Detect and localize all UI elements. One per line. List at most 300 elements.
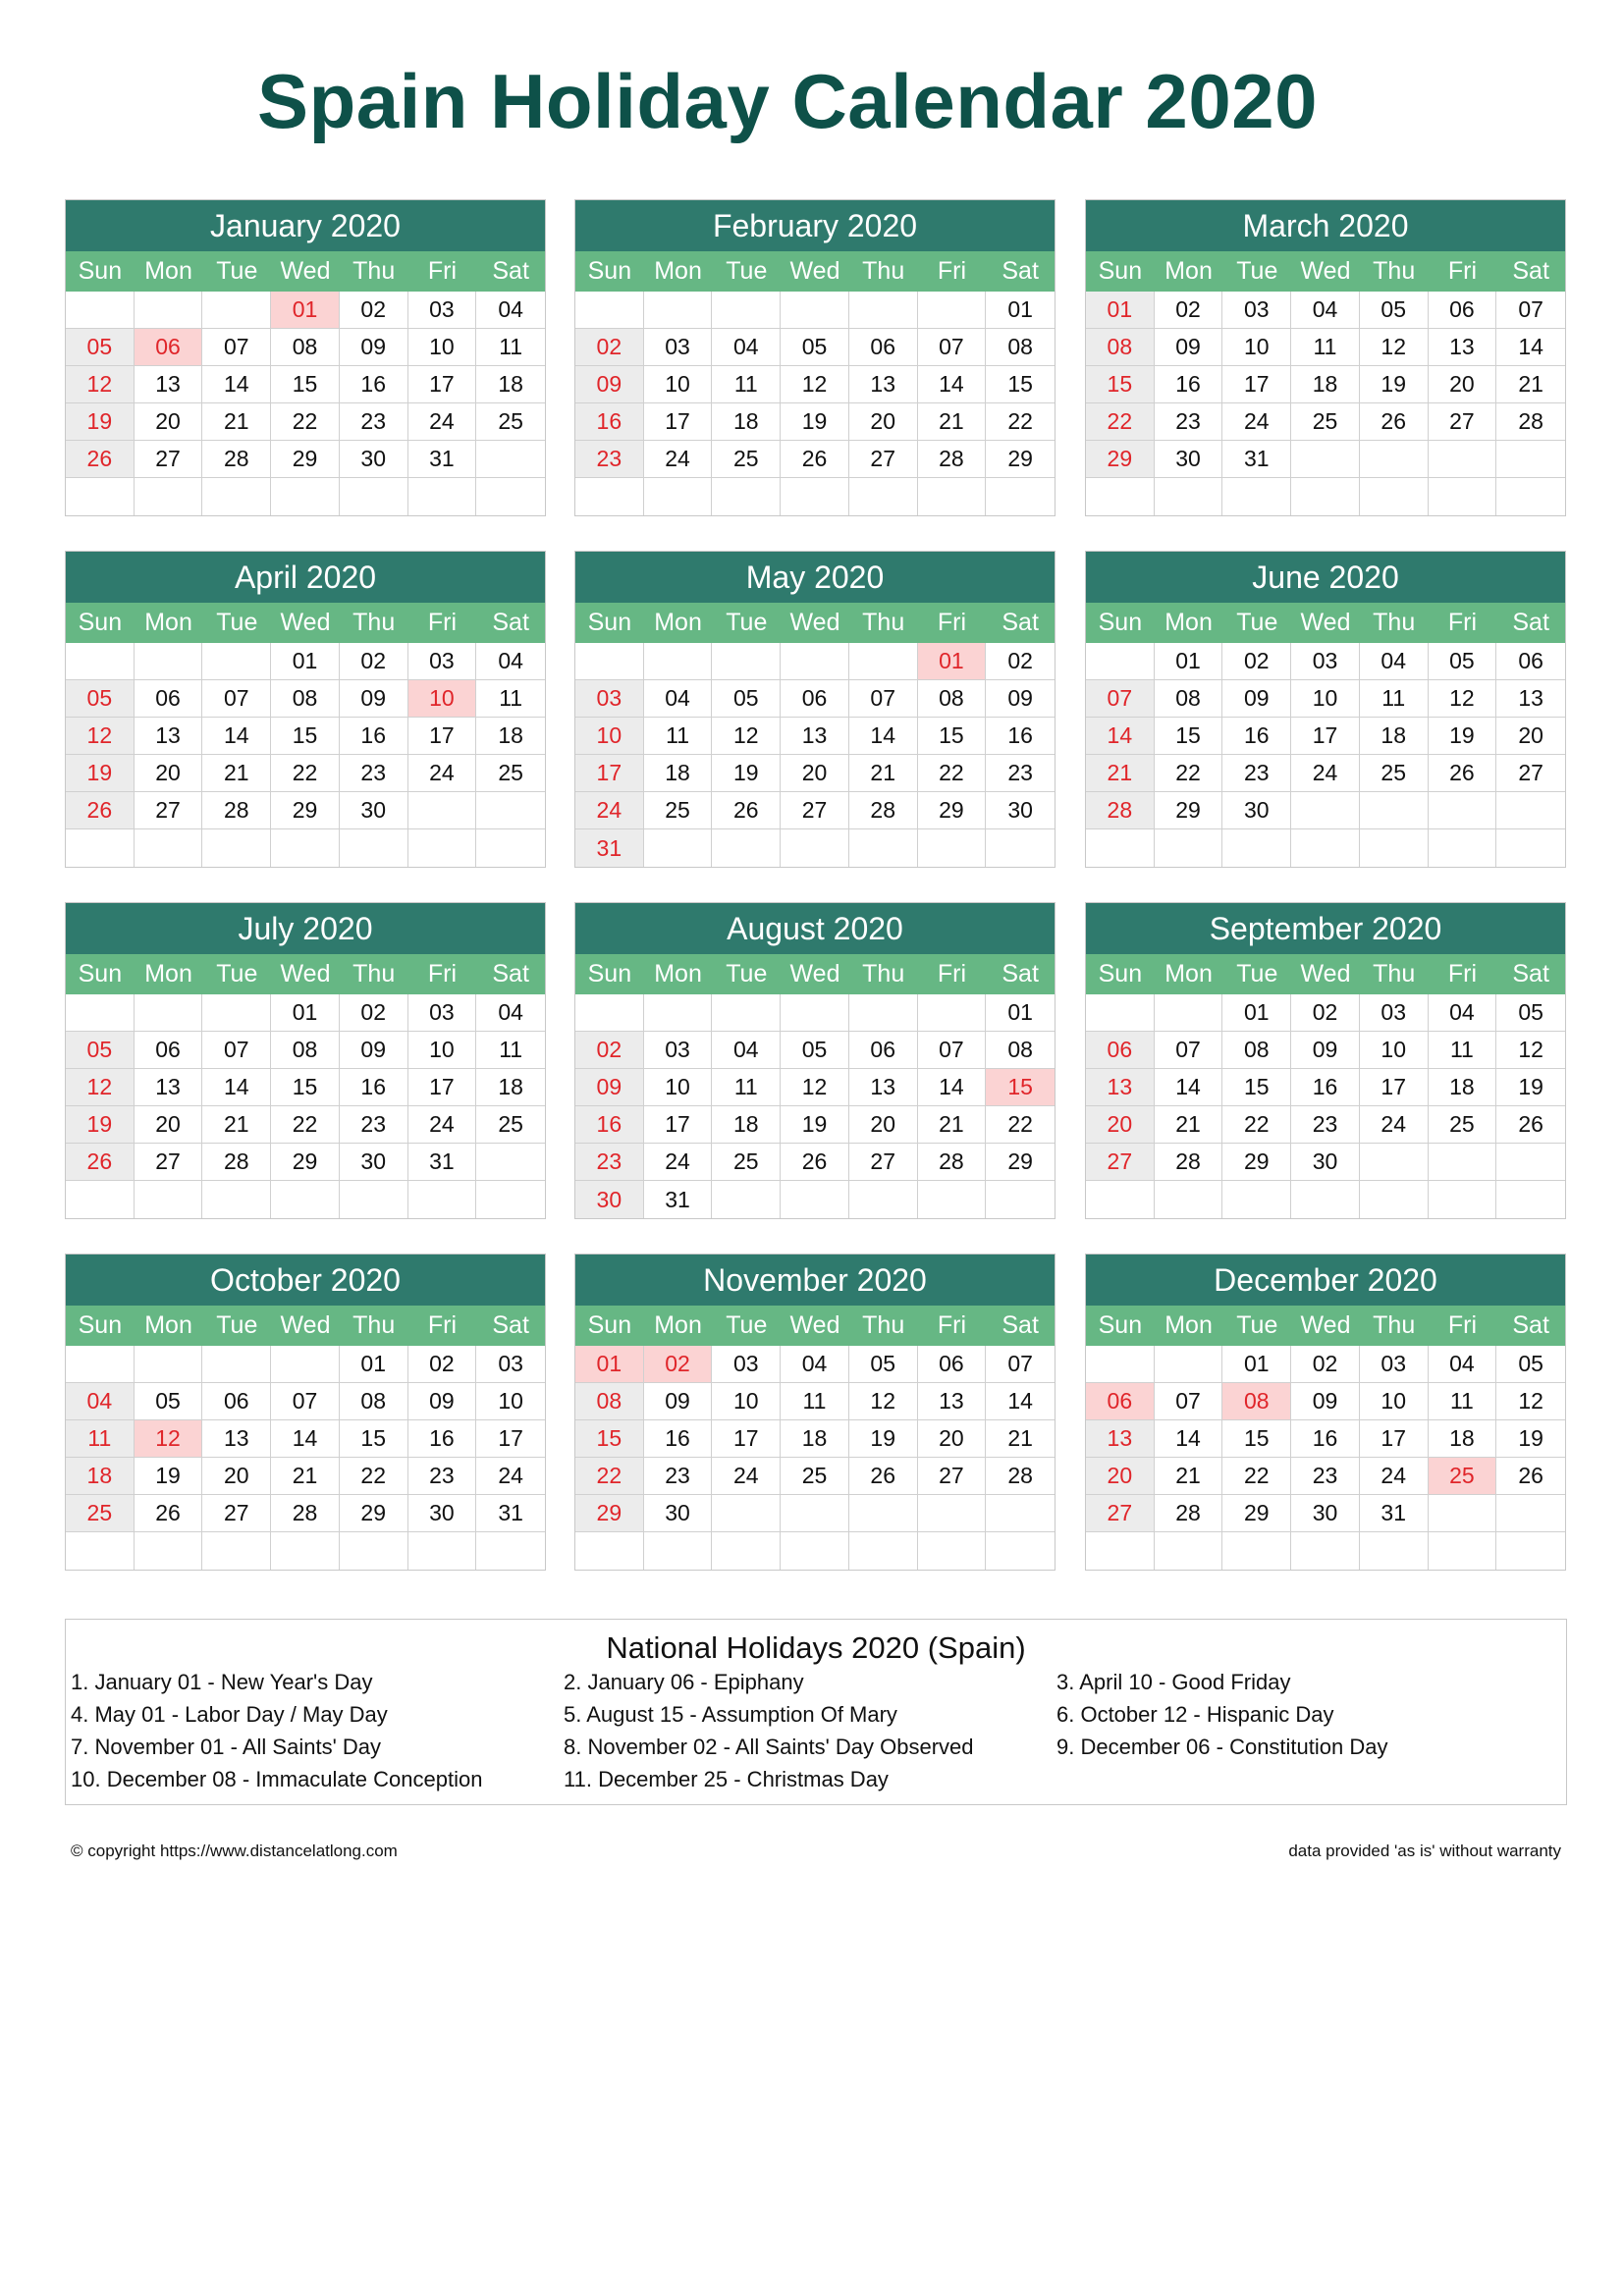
empty-day-cell — [712, 478, 781, 515]
empty-day-cell — [1222, 478, 1291, 515]
empty-day-cell — [1360, 478, 1429, 515]
empty-day-cell — [202, 478, 271, 515]
day-cell: 14 — [849, 718, 918, 755]
weekday-label: Fri — [937, 1311, 966, 1339]
day-cell: 23 — [1291, 1458, 1360, 1495]
day-cell: 23 — [575, 441, 644, 478]
empty-day-cell — [271, 1346, 340, 1383]
day-cell: 08 — [1222, 1383, 1291, 1420]
weekday-label: Fri — [937, 609, 966, 636]
day-cell: 14 — [1086, 718, 1155, 755]
day-cell: 04 — [781, 1346, 849, 1383]
day-cell: 30 — [1222, 792, 1291, 829]
day-cell: 22 — [1222, 1458, 1291, 1495]
day-cell: 25 — [781, 1458, 849, 1495]
empty-day-cell — [135, 292, 203, 329]
empty-day-cell — [918, 478, 987, 515]
weekday-label: Mon — [144, 257, 192, 285]
empty-day-cell — [1086, 643, 1155, 680]
empty-day-cell — [712, 292, 781, 329]
day-cell: 16 — [986, 718, 1055, 755]
weekday-label: Tue — [1236, 1311, 1278, 1339]
empty-day-cell — [644, 994, 713, 1032]
holiday-item: 7. November 01 - All Saints' Day — [71, 1735, 382, 1759]
month-title: November 2020 — [575, 1255, 1055, 1306]
day-cell: 17 — [1291, 718, 1360, 755]
day-cell: 04 — [644, 680, 713, 718]
empty-day-cell — [918, 1181, 987, 1218]
day-cell: 23 — [1222, 755, 1291, 792]
empty-day-cell — [986, 1532, 1055, 1570]
day-cell: 16 — [340, 366, 408, 403]
day-cell: 18 — [66, 1458, 135, 1495]
day-cell: 27 — [1496, 755, 1565, 792]
day-cell: 09 — [575, 366, 644, 403]
empty-day-cell — [918, 829, 987, 867]
day-cell: 16 — [340, 1069, 408, 1106]
day-cell: 13 — [1086, 1420, 1155, 1458]
weekday-label: Sat — [1512, 609, 1549, 636]
empty-day-cell — [135, 994, 203, 1032]
day-cell: 26 — [66, 792, 135, 829]
weekday-label: Sat — [1512, 1311, 1549, 1339]
day-cell: 23 — [1155, 403, 1223, 441]
day-cell: 20 — [1086, 1458, 1155, 1495]
empty-day-cell — [575, 1532, 644, 1570]
day-cell: 30 — [986, 792, 1055, 829]
day-cell: 21 — [849, 755, 918, 792]
day-cell: 01 — [1222, 994, 1291, 1032]
weekday-label: Sat — [1001, 609, 1039, 636]
weekday-label: Sun — [587, 1311, 632, 1339]
day-cell: 11 — [1360, 680, 1429, 718]
day-cell: 12 — [66, 718, 135, 755]
day-cell: 19 — [66, 755, 135, 792]
day-cell: 14 — [202, 366, 271, 403]
empty-day-cell — [1429, 829, 1497, 867]
empty-day-cell — [1429, 1495, 1497, 1532]
day-cell: 29 — [1222, 1495, 1291, 1532]
day-cell: 04 — [1429, 994, 1497, 1032]
empty-day-cell — [1155, 1181, 1223, 1218]
day-cell: 07 — [1086, 680, 1155, 718]
day-cell: 31 — [476, 1495, 545, 1532]
empty-day-cell — [918, 1495, 987, 1532]
weekday-label: Mon — [144, 960, 192, 988]
day-cell: 23 — [986, 755, 1055, 792]
day-cell: 21 — [1155, 1458, 1223, 1495]
day-cell: 09 — [1291, 1383, 1360, 1420]
empty-day-cell — [340, 1181, 408, 1218]
day-cell: 31 — [1222, 441, 1291, 478]
day-cell: 21 — [1155, 1106, 1223, 1144]
day-cell: 06 — [202, 1383, 271, 1420]
empty-day-cell — [712, 994, 781, 1032]
day-cell: 21 — [202, 1106, 271, 1144]
empty-day-cell — [849, 478, 918, 515]
empty-day-cell — [1496, 829, 1565, 867]
day-cell: 02 — [1291, 994, 1360, 1032]
day-cell: 25 — [712, 1144, 781, 1181]
day-cell: 02 — [1222, 643, 1291, 680]
day-cell: 09 — [986, 680, 1055, 718]
holiday-item: 5. August 15 - Assumption Of Mary — [564, 1702, 897, 1727]
day-cell: 16 — [575, 403, 644, 441]
day-cell: 19 — [1496, 1420, 1565, 1458]
day-cell: 20 — [1429, 366, 1497, 403]
weekday-header-row — [1086, 603, 1565, 643]
day-cell: 16 — [1155, 366, 1223, 403]
day-cell: 01 — [271, 292, 340, 329]
day-cell: 18 — [1429, 1420, 1497, 1458]
empty-day-cell — [135, 478, 203, 515]
empty-day-cell — [340, 829, 408, 867]
day-cell: 06 — [1496, 643, 1565, 680]
day-cell: 15 — [271, 1069, 340, 1106]
empty-day-cell — [1291, 792, 1360, 829]
empty-day-cell — [1496, 441, 1565, 478]
day-cell: 28 — [849, 792, 918, 829]
weekday-label: Sat — [492, 960, 529, 988]
month-title: April 2020 — [66, 552, 545, 603]
day-cell: 15 — [986, 366, 1055, 403]
day-cell: 29 — [986, 441, 1055, 478]
empty-day-cell — [781, 829, 849, 867]
empty-day-cell — [712, 1532, 781, 1570]
day-cell: 14 — [202, 718, 271, 755]
day-cell: 11 — [476, 1032, 545, 1069]
month-title: August 2020 — [575, 903, 1055, 954]
empty-day-cell — [918, 1532, 987, 1570]
weekday-label: Wed — [280, 257, 331, 285]
day-cell: 30 — [340, 792, 408, 829]
holidays-panel — [65, 1619, 1567, 1805]
weekday-label: Wed — [280, 1311, 331, 1339]
day-cell: 15 — [1155, 718, 1223, 755]
day-cell: 22 — [986, 403, 1055, 441]
empty-day-cell — [1291, 829, 1360, 867]
day-cell: 29 — [271, 1144, 340, 1181]
day-cell: 28 — [202, 441, 271, 478]
day-cell: 13 — [1086, 1069, 1155, 1106]
day-cell: 29 — [271, 792, 340, 829]
empty-day-cell — [1222, 1532, 1291, 1570]
empty-day-cell — [986, 829, 1055, 867]
day-cell: 20 — [135, 1106, 203, 1144]
holiday-item: 3. April 10 - Good Friday — [1056, 1670, 1291, 1694]
day-cell: 26 — [849, 1458, 918, 1495]
day-cell: 01 — [986, 994, 1055, 1032]
day-cell: 20 — [918, 1420, 987, 1458]
empty-day-cell — [408, 792, 477, 829]
day-cell: 27 — [135, 441, 203, 478]
day-cell: 14 — [1155, 1420, 1223, 1458]
weekday-label: Fri — [1447, 257, 1477, 285]
day-cell: 09 — [644, 1383, 713, 1420]
day-cell: 17 — [644, 1106, 713, 1144]
day-cell: 17 — [1360, 1420, 1429, 1458]
day-cell: 02 — [644, 1346, 713, 1383]
day-cell: 05 — [1429, 643, 1497, 680]
weekday-label: Sat — [1001, 257, 1039, 285]
day-cell: 22 — [271, 403, 340, 441]
day-cell: 14 — [271, 1420, 340, 1458]
month-title: January 2020 — [66, 200, 545, 251]
empty-day-cell — [66, 643, 135, 680]
day-cell: 12 — [1496, 1383, 1565, 1420]
day-cell: 26 — [1496, 1458, 1565, 1495]
day-cell: 21 — [202, 403, 271, 441]
day-cell: 15 — [575, 1420, 644, 1458]
day-cell: 10 — [644, 1069, 713, 1106]
weekday-label: Tue — [216, 960, 258, 988]
empty-day-cell — [202, 643, 271, 680]
day-cell: 24 — [644, 441, 713, 478]
day-cell: 29 — [986, 1144, 1055, 1181]
empty-day-cell — [66, 994, 135, 1032]
day-grid — [575, 994, 1055, 1218]
empty-day-cell — [1360, 1144, 1429, 1181]
day-cell: 01 — [1222, 1346, 1291, 1383]
empty-day-cell — [1429, 1532, 1497, 1570]
month-title: March 2020 — [1086, 200, 1565, 251]
weekday-label: Sat — [1512, 960, 1549, 988]
day-cell: 31 — [575, 829, 644, 867]
empty-day-cell — [644, 829, 713, 867]
day-cell: 31 — [408, 441, 477, 478]
weekday-label: Tue — [726, 257, 768, 285]
day-cell: 05 — [1496, 1346, 1565, 1383]
day-cell: 13 — [202, 1420, 271, 1458]
day-cell: 14 — [918, 366, 987, 403]
day-cell: 05 — [781, 329, 849, 366]
day-cell: 27 — [1429, 403, 1497, 441]
weekday-label: Fri — [1447, 1311, 1477, 1339]
weekday-label: Wed — [789, 257, 840, 285]
empty-day-cell — [1496, 1181, 1565, 1218]
day-cell: 19 — [781, 403, 849, 441]
weekday-label: Fri — [427, 609, 457, 636]
weekday-label: Tue — [1236, 960, 1278, 988]
day-cell: 07 — [1155, 1032, 1223, 1069]
day-cell: 10 — [476, 1383, 545, 1420]
day-cell: 05 — [66, 329, 135, 366]
weekday-header-row — [1086, 954, 1565, 994]
day-cell: 01 — [575, 1346, 644, 1383]
empty-day-cell — [781, 292, 849, 329]
weekday-header-row — [1086, 251, 1565, 292]
weekday-label: Sun — [78, 960, 123, 988]
empty-day-cell — [271, 1532, 340, 1570]
day-cell: 22 — [986, 1106, 1055, 1144]
day-cell: 14 — [1155, 1069, 1223, 1106]
day-cell: 15 — [1222, 1069, 1291, 1106]
day-cell: 24 — [408, 403, 477, 441]
empty-day-cell — [712, 1181, 781, 1218]
empty-day-cell — [644, 643, 713, 680]
day-cell: 22 — [918, 755, 987, 792]
weekday-label: Thu — [862, 257, 905, 285]
day-grid — [66, 994, 545, 1218]
day-cell: 20 — [202, 1458, 271, 1495]
weekday-label: Wed — [789, 960, 840, 988]
day-cell: 08 — [271, 680, 340, 718]
day-cell: 30 — [575, 1181, 644, 1218]
empty-day-cell — [1155, 1346, 1223, 1383]
day-cell: 03 — [476, 1346, 545, 1383]
day-cell: 07 — [1496, 292, 1565, 329]
empty-day-cell — [1496, 792, 1565, 829]
day-cell: 07 — [918, 329, 987, 366]
day-cell: 08 — [575, 1383, 644, 1420]
empty-day-cell — [135, 829, 203, 867]
empty-day-cell — [644, 292, 713, 329]
weekday-label: Wed — [1300, 1311, 1351, 1339]
day-cell: 17 — [1360, 1069, 1429, 1106]
weekday-label: Thu — [1373, 609, 1416, 636]
empty-day-cell — [408, 1532, 477, 1570]
day-cell: 05 — [781, 1032, 849, 1069]
page-title: Spain Holiday Calendar 2020 — [257, 58, 1318, 144]
day-cell: 08 — [986, 329, 1055, 366]
holiday-item: 11. December 25 - Christmas Day — [564, 1767, 889, 1791]
day-cell: 29 — [1155, 792, 1223, 829]
day-cell: 02 — [986, 643, 1055, 680]
weekday-label: Sat — [1001, 960, 1039, 988]
weekday-label: Mon — [1164, 1311, 1213, 1339]
day-cell: 25 — [1429, 1458, 1497, 1495]
empty-day-cell — [1086, 478, 1155, 515]
day-cell: 25 — [66, 1495, 135, 1532]
day-cell: 17 — [712, 1420, 781, 1458]
weekday-label: Sat — [492, 257, 529, 285]
day-cell: 18 — [1291, 366, 1360, 403]
day-cell: 16 — [575, 1106, 644, 1144]
day-cell: 12 — [1429, 680, 1497, 718]
day-cell: 06 — [781, 680, 849, 718]
day-cell: 22 — [1222, 1106, 1291, 1144]
day-cell: 09 — [1291, 1032, 1360, 1069]
weekday-label: Sun — [78, 609, 123, 636]
month-calendar — [65, 902, 546, 1219]
weekday-label: Tue — [1236, 257, 1278, 285]
empty-day-cell — [1429, 478, 1497, 515]
empty-day-cell — [66, 1346, 135, 1383]
day-cell: 07 — [918, 1032, 987, 1069]
day-cell: 09 — [340, 680, 408, 718]
day-cell: 14 — [918, 1069, 987, 1106]
empty-day-cell — [781, 1181, 849, 1218]
weekday-label: Sat — [492, 609, 529, 636]
day-cell: 08 — [1222, 1032, 1291, 1069]
day-cell: 13 — [135, 366, 203, 403]
day-cell: 04 — [712, 1032, 781, 1069]
day-cell: 03 — [1291, 643, 1360, 680]
day-cell: 20 — [849, 403, 918, 441]
empty-day-cell — [1155, 478, 1223, 515]
day-cell: 18 — [712, 1106, 781, 1144]
day-cell: 28 — [1496, 403, 1565, 441]
weekday-label: Wed — [1300, 609, 1351, 636]
weekday-label: Thu — [352, 609, 396, 636]
empty-day-cell — [986, 1495, 1055, 1532]
empty-day-cell — [1222, 829, 1291, 867]
weekday-label: Mon — [654, 960, 702, 988]
day-cell: 23 — [644, 1458, 713, 1495]
day-cell: 18 — [712, 403, 781, 441]
day-cell: 03 — [1360, 1346, 1429, 1383]
day-cell: 30 — [1155, 441, 1223, 478]
month-calendar — [1085, 551, 1566, 868]
empty-day-cell — [135, 1346, 203, 1383]
day-cell: 25 — [476, 403, 545, 441]
day-grid — [66, 292, 545, 515]
day-cell: 16 — [1291, 1420, 1360, 1458]
weekday-label: Thu — [862, 1311, 905, 1339]
day-cell: 02 — [340, 292, 408, 329]
empty-day-cell — [66, 1532, 135, 1570]
day-cell: 29 — [271, 441, 340, 478]
empty-day-cell — [271, 478, 340, 515]
empty-day-cell — [202, 292, 271, 329]
day-cell: 31 — [644, 1181, 713, 1218]
empty-day-cell — [1155, 829, 1223, 867]
day-grid — [1086, 994, 1565, 1218]
empty-day-cell — [644, 478, 713, 515]
day-cell: 12 — [1496, 1032, 1565, 1069]
empty-day-cell — [644, 1532, 713, 1570]
empty-day-cell — [781, 1532, 849, 1570]
day-cell: 03 — [644, 1032, 713, 1069]
empty-day-cell — [1291, 478, 1360, 515]
month-calendar — [65, 551, 546, 868]
day-cell: 07 — [271, 1383, 340, 1420]
day-cell: 21 — [1496, 366, 1565, 403]
day-cell: 06 — [849, 1032, 918, 1069]
day-cell: 12 — [849, 1383, 918, 1420]
day-cell: 06 — [1086, 1383, 1155, 1420]
day-cell: 30 — [340, 441, 408, 478]
day-cell: 09 — [340, 329, 408, 366]
empty-day-cell — [712, 643, 781, 680]
empty-day-cell — [476, 1181, 545, 1218]
day-cell: 16 — [1291, 1069, 1360, 1106]
empty-day-cell — [476, 1532, 545, 1570]
day-grid — [1086, 1346, 1565, 1570]
day-cell: 25 — [1360, 755, 1429, 792]
day-cell: 20 — [1086, 1106, 1155, 1144]
day-cell: 28 — [918, 441, 987, 478]
day-cell: 28 — [1155, 1144, 1223, 1181]
day-cell: 10 — [1291, 680, 1360, 718]
empty-day-cell — [202, 1532, 271, 1570]
weekday-label: Tue — [216, 609, 258, 636]
day-cell: 22 — [1155, 755, 1223, 792]
day-cell: 30 — [644, 1495, 713, 1532]
day-cell: 04 — [476, 994, 545, 1032]
day-cell: 29 — [575, 1495, 644, 1532]
day-cell: 11 — [712, 366, 781, 403]
day-cell: 20 — [1496, 718, 1565, 755]
day-cell: 19 — [66, 403, 135, 441]
holiday-item: 4. May 01 - Labor Day / May Day — [71, 1702, 388, 1727]
day-cell: 12 — [1360, 329, 1429, 366]
day-cell: 20 — [781, 755, 849, 792]
weekday-label: Fri — [937, 960, 966, 988]
weekday-header-row — [66, 954, 545, 994]
weekday-label: Thu — [352, 960, 396, 988]
empty-day-cell — [340, 1532, 408, 1570]
